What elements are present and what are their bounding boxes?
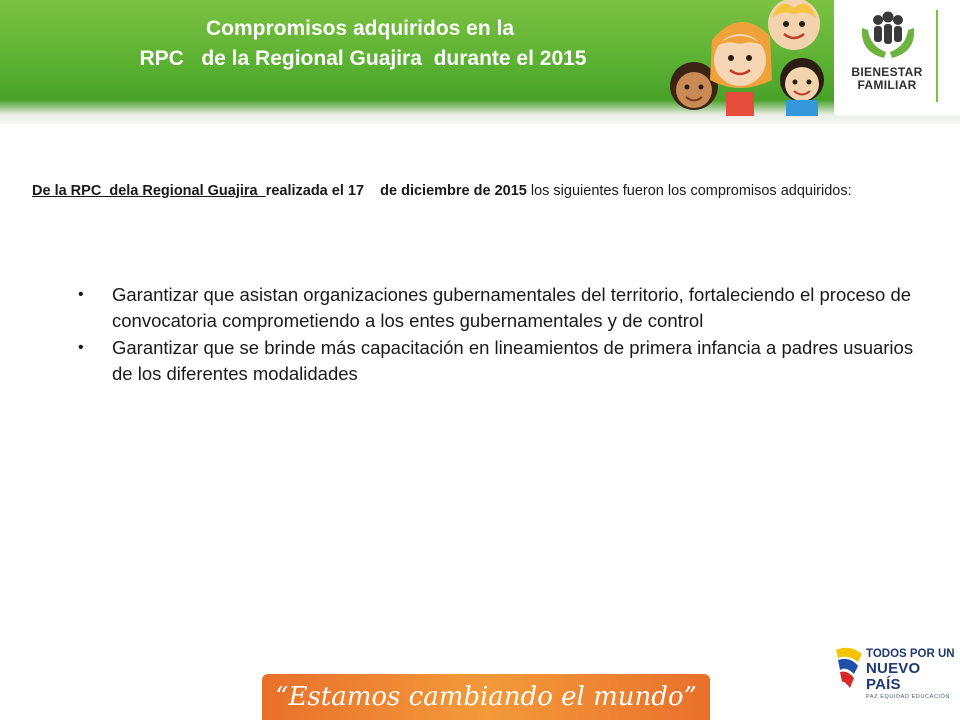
slide-title-line-1: Compromisos adquiridos en la: [205, 17, 515, 40]
commitments-list: [76, 282, 916, 388]
slide-title: [40, 14, 680, 74]
logo-wordmark: [834, 66, 940, 92]
bienestar-familiar-logo: [834, 0, 960, 116]
intro-bold-text: realizada el 17 de diciembre de 2015: [265, 183, 527, 199]
bullet-marker: •: [78, 286, 84, 303]
logo-divider: [936, 10, 938, 102]
country-logo-line-3: PAZ EQUIDAD EDUCACIÓN: [866, 694, 951, 700]
todos-por-un-nuevo-pais-logo: [832, 640, 955, 700]
country-logo-line-1: TODOS POR UN: [866, 648, 955, 660]
slide-title-line-2: RPC de la Regional Guajira durante el 2015: [139, 47, 587, 70]
colombia-flag-swoosh-icon: [832, 640, 866, 696]
list-item-text: Garantizar que asistan organizaciones gubernamentales del territorio, fortaleciendo el proceso de convocatoria comprometiendo a los entes gubernamentales y de control: [112, 284, 912, 331]
list-item: [76, 335, 916, 386]
country-logo-text: [866, 648, 956, 701]
logo-wordmark-line-1: BIENESTAR: [851, 65, 923, 79]
slogan-text: “Estamos cambiando el mundo”: [275, 682, 697, 712]
country-logo-line-2: NUEVO PAÍS: [866, 660, 921, 693]
list-item-text: Garantizar que se brinde más capacitación en lineamientos de primera infancia a padres usuarios de los diferentes modalidades: [112, 337, 914, 384]
list-item: [76, 282, 916, 333]
logo-wordmark-line-2: FAMILIAR: [857, 78, 917, 92]
slogan-banner: [262, 674, 710, 720]
intro-underlined-text: De la RPC dela Regional Guajira: [32, 183, 266, 199]
intro-paragraph: [32, 180, 924, 202]
family-hands-icon: [834, 0, 940, 66]
children-illustration: [660, 0, 840, 116]
bullet-marker: •: [78, 339, 84, 356]
intro-rest-text: los siguientes fueron los compromisos adquiridos:: [526, 183, 852, 199]
